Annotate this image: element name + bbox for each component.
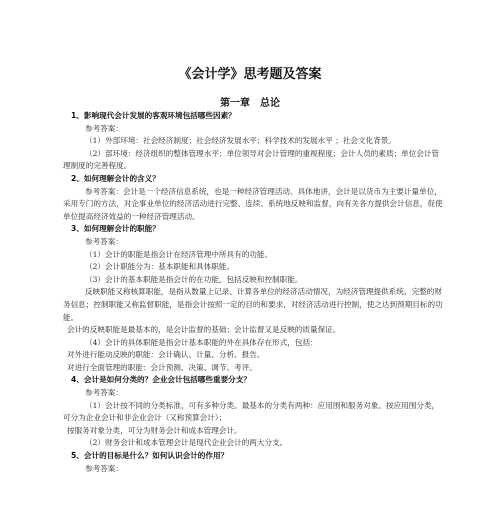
question-heading: 1、影响现代会计发展的客观环境包括哪些因素？ bbox=[71, 111, 236, 120]
document-body bbox=[63, 110, 443, 475]
answer-item: （4）会计的具体职能是指会计基本职能的外在具体存在形式，包括： bbox=[85, 337, 318, 347]
answer-label: 参考答案： bbox=[85, 123, 123, 133]
answer-paragraph: 反映职能又称核算职能，是指从数量上记录、计算各单位的经济活动情况，为经济管理提供系统、完整的财务信息；控制职能又称监督职能，是指会计按照一定的目的和要求，对经济活动进行控制，使之达到预期目标的功能。 bbox=[63, 287, 443, 322]
answer-line: 按服务对象分类，可分为财务会计和成本管理会计。 bbox=[67, 425, 242, 435]
answer-line: 对外进行能动反映的职能：会计确认、计量、分析、报告。 bbox=[67, 350, 265, 360]
answer-paragraph: （2）部环境：经济组织的整体管理水平；单位领导对会计管理的重视程度；会计人员的素质；单位会计管理制度的完善程度。 bbox=[63, 148, 440, 171]
answer-line: 会计的反映职能是最基本的，是会计监督的基础；会计监督又是反映的质量保证。 bbox=[67, 325, 341, 335]
answer-label: 参考答案： bbox=[85, 236, 123, 246]
answer-paragraph: （1）会计按不同的分类标准，可有多种分类。最基本的分类有两种：应用围和服务对象。按应用围分类，可分为企业会计和非企业会计（又称预算会计）； bbox=[63, 400, 440, 423]
answer-item: （2）财务会计和成本管理会计是现代企业会计的两大分支。 bbox=[85, 438, 288, 448]
answer-item: （1）会计的职能是指会计在经济管理中所具有的功能。 bbox=[85, 249, 273, 259]
answer-paragraph: （1）外部环境：社会经济制度；社会经济发展水平；科学技术的发展水平 ；社会文化背景。 bbox=[85, 136, 396, 146]
answer-label: 参考答案： bbox=[85, 388, 123, 398]
question-heading: 3、如何理解会计的职能？ bbox=[71, 224, 160, 234]
document-title: 《会计学》思考题及答案 bbox=[178, 67, 322, 82]
question-heading: 2、如何理解会计的含义？ bbox=[71, 173, 160, 183]
question-heading: 5、会计的目标是什么？如何认识会计的作用？ bbox=[71, 451, 229, 461]
answer-item: （2）会计职能分为：基本职能和具体职能。 bbox=[85, 262, 235, 272]
answer-item: （3）会计的基本职能是指会计的在功能，包括反映和控制职能。 bbox=[85, 274, 303, 284]
question-heading: 4、会计是如何分类的？企业会计包括哪些重要分支？ bbox=[71, 375, 251, 385]
answer-label: 参考答案： bbox=[85, 463, 123, 473]
answer-paragraph: 参考答案：会计是一个经济信息系统，也是一种经济管理活动。具体地讲，会计是以货币为主要计量单位，采用专门的方法，对企事业单位的经济活动进行完整、连续、系统地反映和监督，向有关各方提供会计信息，促使单位提高经济效益的一种经济管理活动。 bbox=[63, 186, 443, 221]
chapter-title: 第一章 总论 bbox=[220, 98, 280, 109]
answer-line: 对进行全面管理的职能：会计预测、决策、调节、考评。 bbox=[67, 362, 257, 372]
